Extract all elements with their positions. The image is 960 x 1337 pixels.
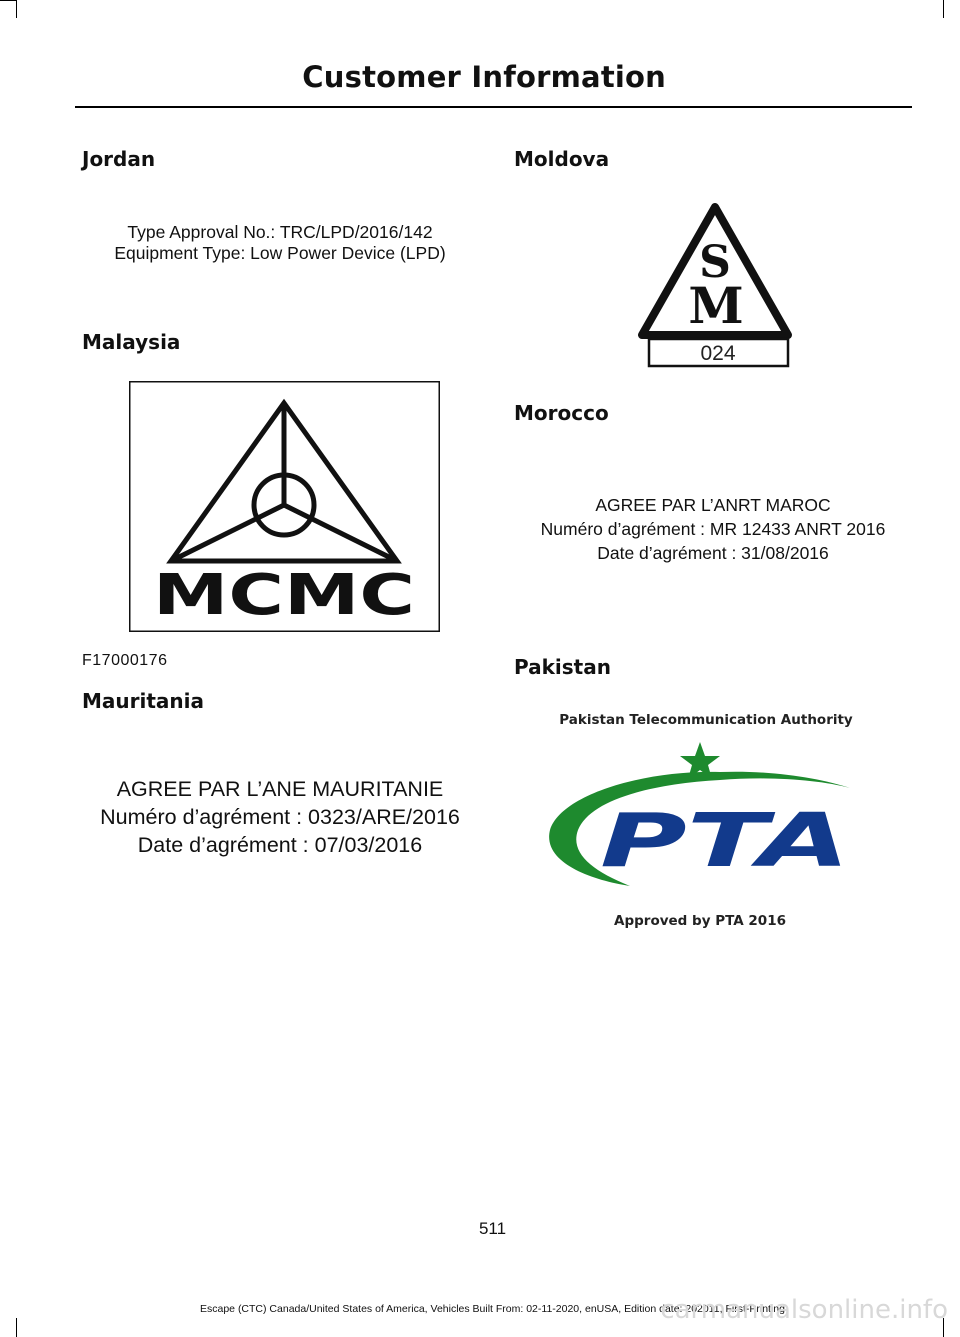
header-rule: [75, 106, 912, 108]
crop-mark: [16, 1318, 17, 1337]
morocco-approval-text: [513, 493, 913, 565]
pta-logo-bottom-text: Approved by PTA 2016: [614, 913, 786, 929]
svg-text:S: S: [699, 237, 731, 288]
mcmc-logo-text: MCMC: [153, 563, 415, 628]
moldova-logo-number: 024: [700, 342, 736, 365]
jordan-equipment-type: Equipment Type: Low Power Device (LPD): [114, 243, 446, 263]
mauritania-approval-line-3: Date d’agrément : 07/03/2016: [137, 833, 423, 857]
jordan-approval-number: Type Approval No.: TRC/LPD/2016/142: [127, 222, 433, 242]
pakistan-heading: Pakistan: [514, 655, 611, 679]
crop-mark: [943, 0, 944, 18]
mauritania-approval-text: [70, 775, 490, 859]
moldova-heading: Moldova: [514, 147, 610, 171]
morocco-approval-line-1: AGREE PAR L’ANRT MAROC: [595, 495, 831, 515]
jordan-approval-text: [80, 222, 480, 264]
mcmc-logo: [129, 381, 440, 632]
edition-footer: Escape (CTC) Canada/United States of America, Vehicles Built From: 02-11-2020, enUSA, Edition date: 202011, First-Printing: [200, 1303, 785, 1315]
svg-text:M: M: [688, 276, 744, 335]
pta-logo-top-text: Pakistan Telecommunication Authority: [559, 712, 853, 728]
mauritania-approval-line-1: AGREE PAR L’ANE MAURITANIE: [116, 777, 444, 801]
crop-mark: [16, 0, 17, 18]
morocco-heading: Morocco: [514, 401, 609, 425]
crop-mark: [0, 0, 16, 1]
page-number: 511: [478, 1219, 507, 1238]
malaysia-figure-caption: F17000176: [82, 652, 168, 669]
moldova-sm-logo: [630, 195, 800, 375]
morocco-approval-line-3: Date d’agrément : 31/08/2016: [597, 543, 829, 563]
malaysia-heading: Malaysia: [82, 330, 181, 354]
mauritania-heading: Mauritania: [82, 689, 205, 713]
pta-logo: [520, 700, 892, 948]
mauritania-approval-line-2: Numéro d’agrément : 0323/ARE/2016: [100, 805, 460, 829]
morocco-approval-line-2: Numéro d’agrément : MR 12433 ANRT 2016: [540, 519, 886, 539]
watermark: carmanualsonline.info: [660, 1295, 948, 1325]
page-title: Customer Information: [302, 60, 666, 94]
jordan-heading: Jordan: [82, 147, 156, 171]
pta-logo-main-text: PTA: [600, 798, 850, 884]
